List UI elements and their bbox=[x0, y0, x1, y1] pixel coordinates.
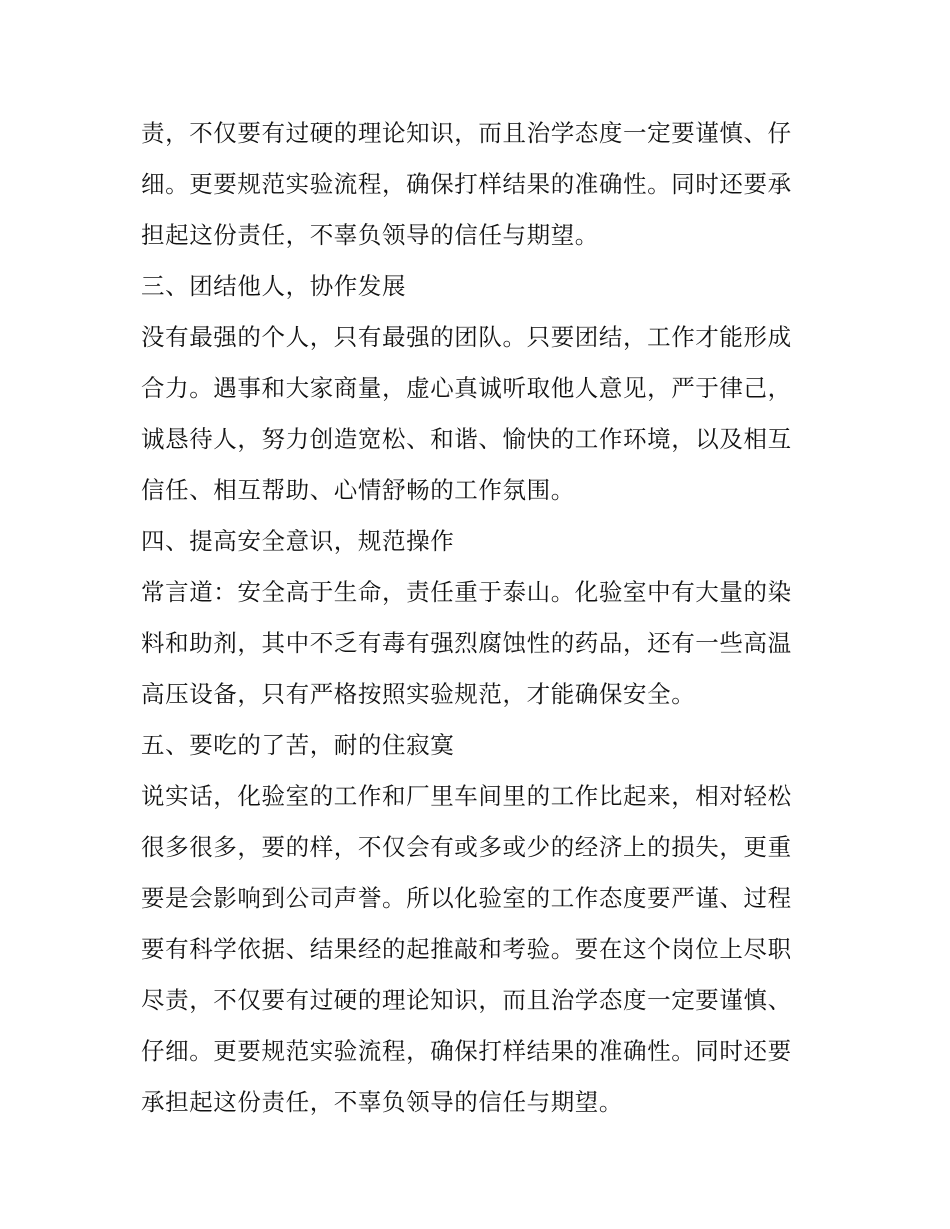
text-line: 高压设备，只有严格按照实验规范，才能确保安全。 bbox=[141, 680, 696, 708]
text-line: 要有科学依据、结果经的起推敲和考验。要在这个岗位上尽职 bbox=[141, 935, 792, 963]
text-line: 细。更要规范实验流程，确保打样结果的准确性。同时还要承 bbox=[141, 170, 792, 198]
text-line: 要是会影响到公司声誉。所以化验室的工作态度要严谨、过程 bbox=[141, 884, 792, 912]
text-line: 仔细。更要规范实验流程，确保打样结果的准确性。同时还要 bbox=[141, 1037, 792, 1065]
text-line: 尽责，不仅要有过硬的理论知识，而且治学态度一定要谨慎、 bbox=[141, 986, 792, 1014]
text-line: 承担起这份责任，不辜负领导的信任与期望。 bbox=[141, 1088, 623, 1116]
text-line: 担起这份责任，不辜负领导的信任与期望。 bbox=[141, 221, 599, 249]
text-line: 说实话，化验室的工作和厂里车间里的工作比起来，相对轻松 bbox=[141, 782, 792, 810]
text-line: 信任、相互帮助、心情舒畅的工作氛围。 bbox=[141, 476, 575, 504]
document-page bbox=[141, 108, 821, 1128]
text-line: 料和助剂，其中不乏有毒有强烈腐蚀性的药品，还有一些高温 bbox=[141, 629, 792, 657]
text-line: 常言道：安全高于生命，责任重于泰山。化验室中有大量的染 bbox=[141, 578, 792, 606]
text-line: 责，不仅要有过硬的理论知识，而且治学态度一定要谨慎、仔 bbox=[141, 119, 792, 147]
section-heading-4: 四、提高安全意识，规范操作 bbox=[141, 527, 455, 555]
section-heading-3: 三、团结他人，协作发展 bbox=[141, 272, 407, 300]
text-line: 合力。遇事和大家商量，虚心真诚听取他人意见，严于律己， bbox=[141, 374, 792, 402]
section-heading-5: 五、要吃的了苦，耐的住寂寞 bbox=[141, 731, 455, 759]
text-line: 很多很多，要的样，不仅会有或多或少的经济上的损失，更重 bbox=[141, 833, 792, 861]
text-line: 没有最强的个人，只有最强的团队。只要团结，工作才能形成 bbox=[141, 323, 792, 351]
text-line: 诚恳待人，努力创造宽松、和谐、愉快的工作环境，以及相互 bbox=[141, 425, 792, 453]
